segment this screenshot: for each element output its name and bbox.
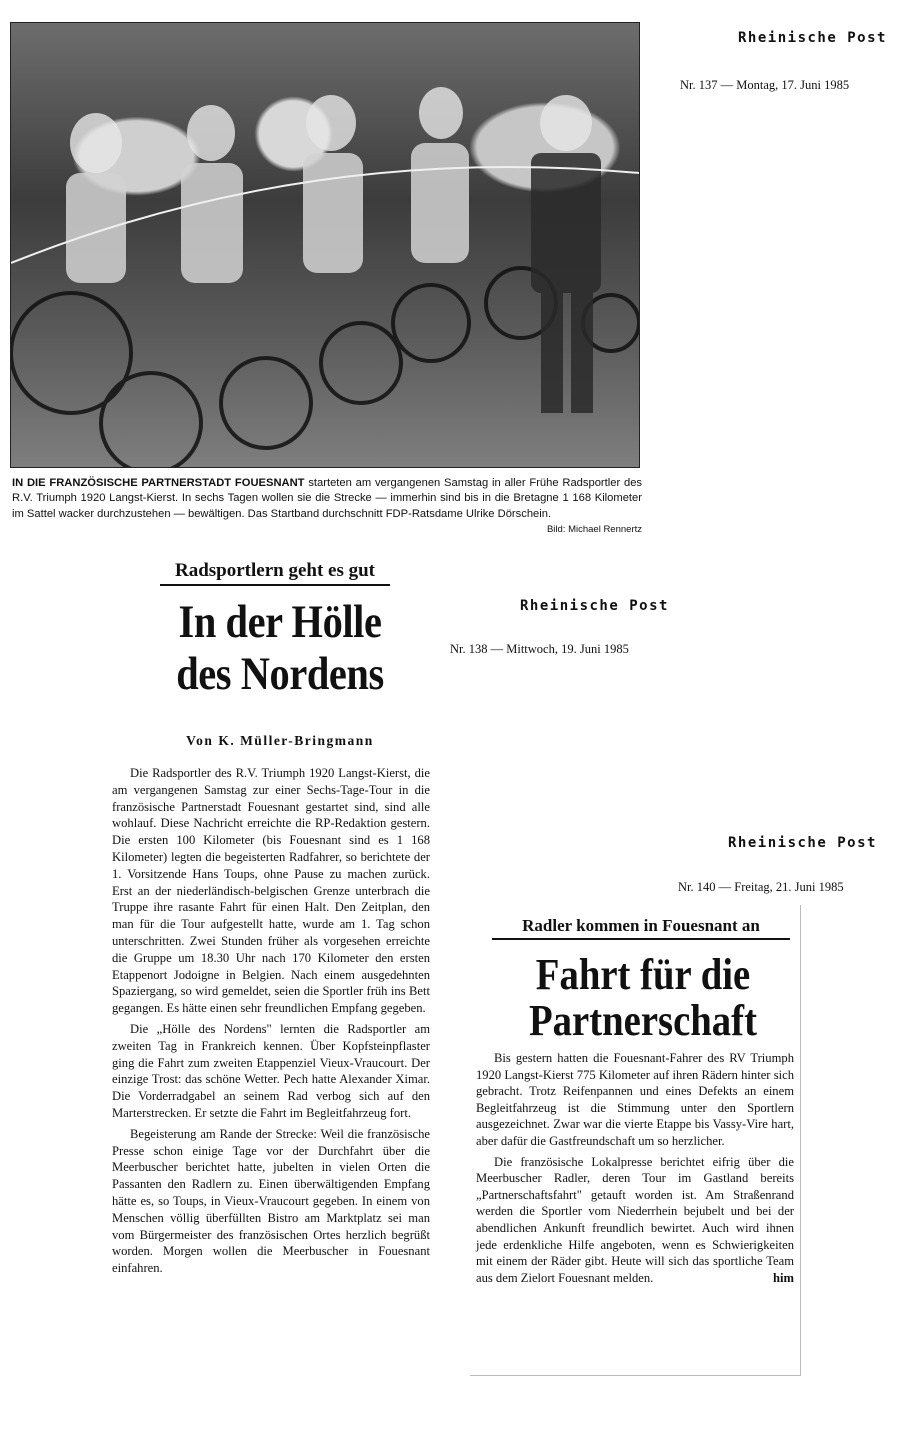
caption-lead: IN DIE FRANZÖSISCHE PARTNERSTADT FOUESNANT — [12, 477, 305, 489]
kicker-clip3: Radler kommen in Fouesnant an — [492, 916, 790, 940]
photo-credit: Bild: Michael Rennertz — [546, 524, 642, 536]
paragraph: Die Radsportler des R.V. Triumph 1920 Langst-Kierst, die am vergangenen Samstag zur einer Sechs-Tage-Tour in die französische Partnerstadt Fouesnant gestartet sind, sind alle wohlauf. Diese Nachricht erreichte die RP-Redaktion gestern. Die ersten 100 Kilometer (bis Fouesnant sind es 1 168 Kilometer) legten die begeisterten Radfahrer, so berichtete der 1. Vorsitzende Hans Toups, ohne Pause zu machen zurück. Erst an der niederländisch-belgischen Grenze unterbrach die Truppe ihre rasante Fahrt für einen Halt. Den Zeitplan, den man für die Tour aufgestellt hatte, wurde am 1. Tag schon unterschritten. Zwei Stunden früher als vorgesehen erreichte die Gruppe um 18.30 Uhr nach 170 Kilometer den ersten Etappenort Jodoigne in Belgien. Nach einem ausgedehnten Spaziergang, so wird gemeldet, seien die Sportler früh ins Bett gegangen. Es hätte einen sehr freundlichen Empfang gegeben. — [112, 766, 430, 1016]
masthead-clip1: Rheinische Post — [738, 30, 887, 46]
headline-clip2-line2: des Nordens — [176, 648, 384, 700]
headline-clip3 — [498, 952, 788, 1044]
paragraph: Die „Hölle des Nordens" lernten die Radsportler am zweiten Tag in Frankreich kennen. Über Kopfsteinpflaster ging die Fahrt zum zweiten Etappenziel Vieux-Vraucourt. Der einzige Trost: das schöne Wetter. Pech hatte Alexander Ximar. Die Vorderradgabel an seinem Rad verbog sich auf den Marterstrecken. Er setzte die Fahrt im Begleitfahrzeug fort. — [112, 1021, 430, 1120]
photo-caption — [12, 476, 642, 538]
article-body-clip3 — [476, 1050, 794, 1290]
headline-clip2 — [155, 596, 404, 700]
issue-line-clip3: Nr. 140 — Freitag, 21. Juni 1985 — [678, 880, 844, 894]
headline-clip3-line2: Partnerschaft — [529, 996, 757, 1045]
byline: Von K. Müller-Bringmann — [186, 733, 374, 748]
issue-line-clip1: Nr. 137 — Montag, 17. Juni 1985 — [680, 78, 850, 92]
paragraph: Begeisterung am Rande der Strecke: Weil die französische Presse schon einige Tage vor der Durchfahrt über die Meerbuscher berichtet hatte, jubelten in vielen Orten die Passanten den Radlern zu. Einen überwältigenden Empfang hätte es, so Toups, in Vieux-Vraucourt gegeben. In einem von Menschen völlig überfüllten Bistro am Marktplatz sei man vom Bürgermeister des französischen Ortes herzlich begrüßt worden. Morgen wollen die Meerbuscher in Fouesnant einfahren. — [112, 1126, 430, 1276]
paragraph-text: Die französische Lokalpresse berichtet eifrig über die Meerbuscher Radler, deren Tour im Gastland bereits „Partnerschaftsfahrt" getauft worden ist. Am Straßenrand werden die Sportler vom Niederrhein bejubelt und bei der abendlichen Ankunft freundlich bewirtet. Auch wird ihnen jede erdenkliche Hilfe angeboten, wenn es Schwierigkeiten mit einem der Räder gibt. Heute will sich das sportliche Team aus dem Zielort Fouesnant melden. — [476, 1154, 794, 1285]
paragraph: Bis gestern hatten die Fouesnant-Fahrer des RV Triumph 1920 Langst-Kierst 775 Kilometer auf ihren Rädern hinter sich gebracht. Trotz Reifenpannen und eines Defekts an einem Begleitfahrzeug ist die Stimmung unter den Sportlern ausgezeichnet. Zwar war die vierte Etappe bis Vassy-Vire hart, aber dafür die Gastfreundschaft um so herzlicher. — [476, 1051, 794, 1148]
caption-text: starteten am vergangenen Samstag in aller Frühe Radsportler des R.V. Triumph 1920 Langst-Kierst. In sechs Tagen wollen sie die Strecke — immerhin sind bis in die Bretagne 1 168 Kilometer im Sattel wacker durchzustehen — bewältigen. Das Startband durchschnitt FDP-Ratsdame Ulrike Dörschein. — [12, 477, 643, 520]
issue-line-clip2: Nr. 138 — Mittwoch, 19. Juni 1985 — [450, 642, 629, 656]
masthead-clip3: Rheinische Post — [728, 835, 877, 851]
paragraph — [476, 1154, 794, 1287]
article-body-clip2 — [112, 765, 430, 1281]
author-signature: him — [773, 1270, 794, 1285]
kicker-clip2: Radsportlern geht es gut — [160, 560, 390, 586]
headline-clip2-line1: In der Hölle — [178, 596, 382, 648]
headline-clip3-line1: Fahrt für die — [535, 950, 751, 999]
photo-illustration — [11, 23, 639, 467]
cyclists-start-photo — [10, 22, 640, 468]
masthead-clip2: Rheinische Post — [520, 598, 669, 614]
